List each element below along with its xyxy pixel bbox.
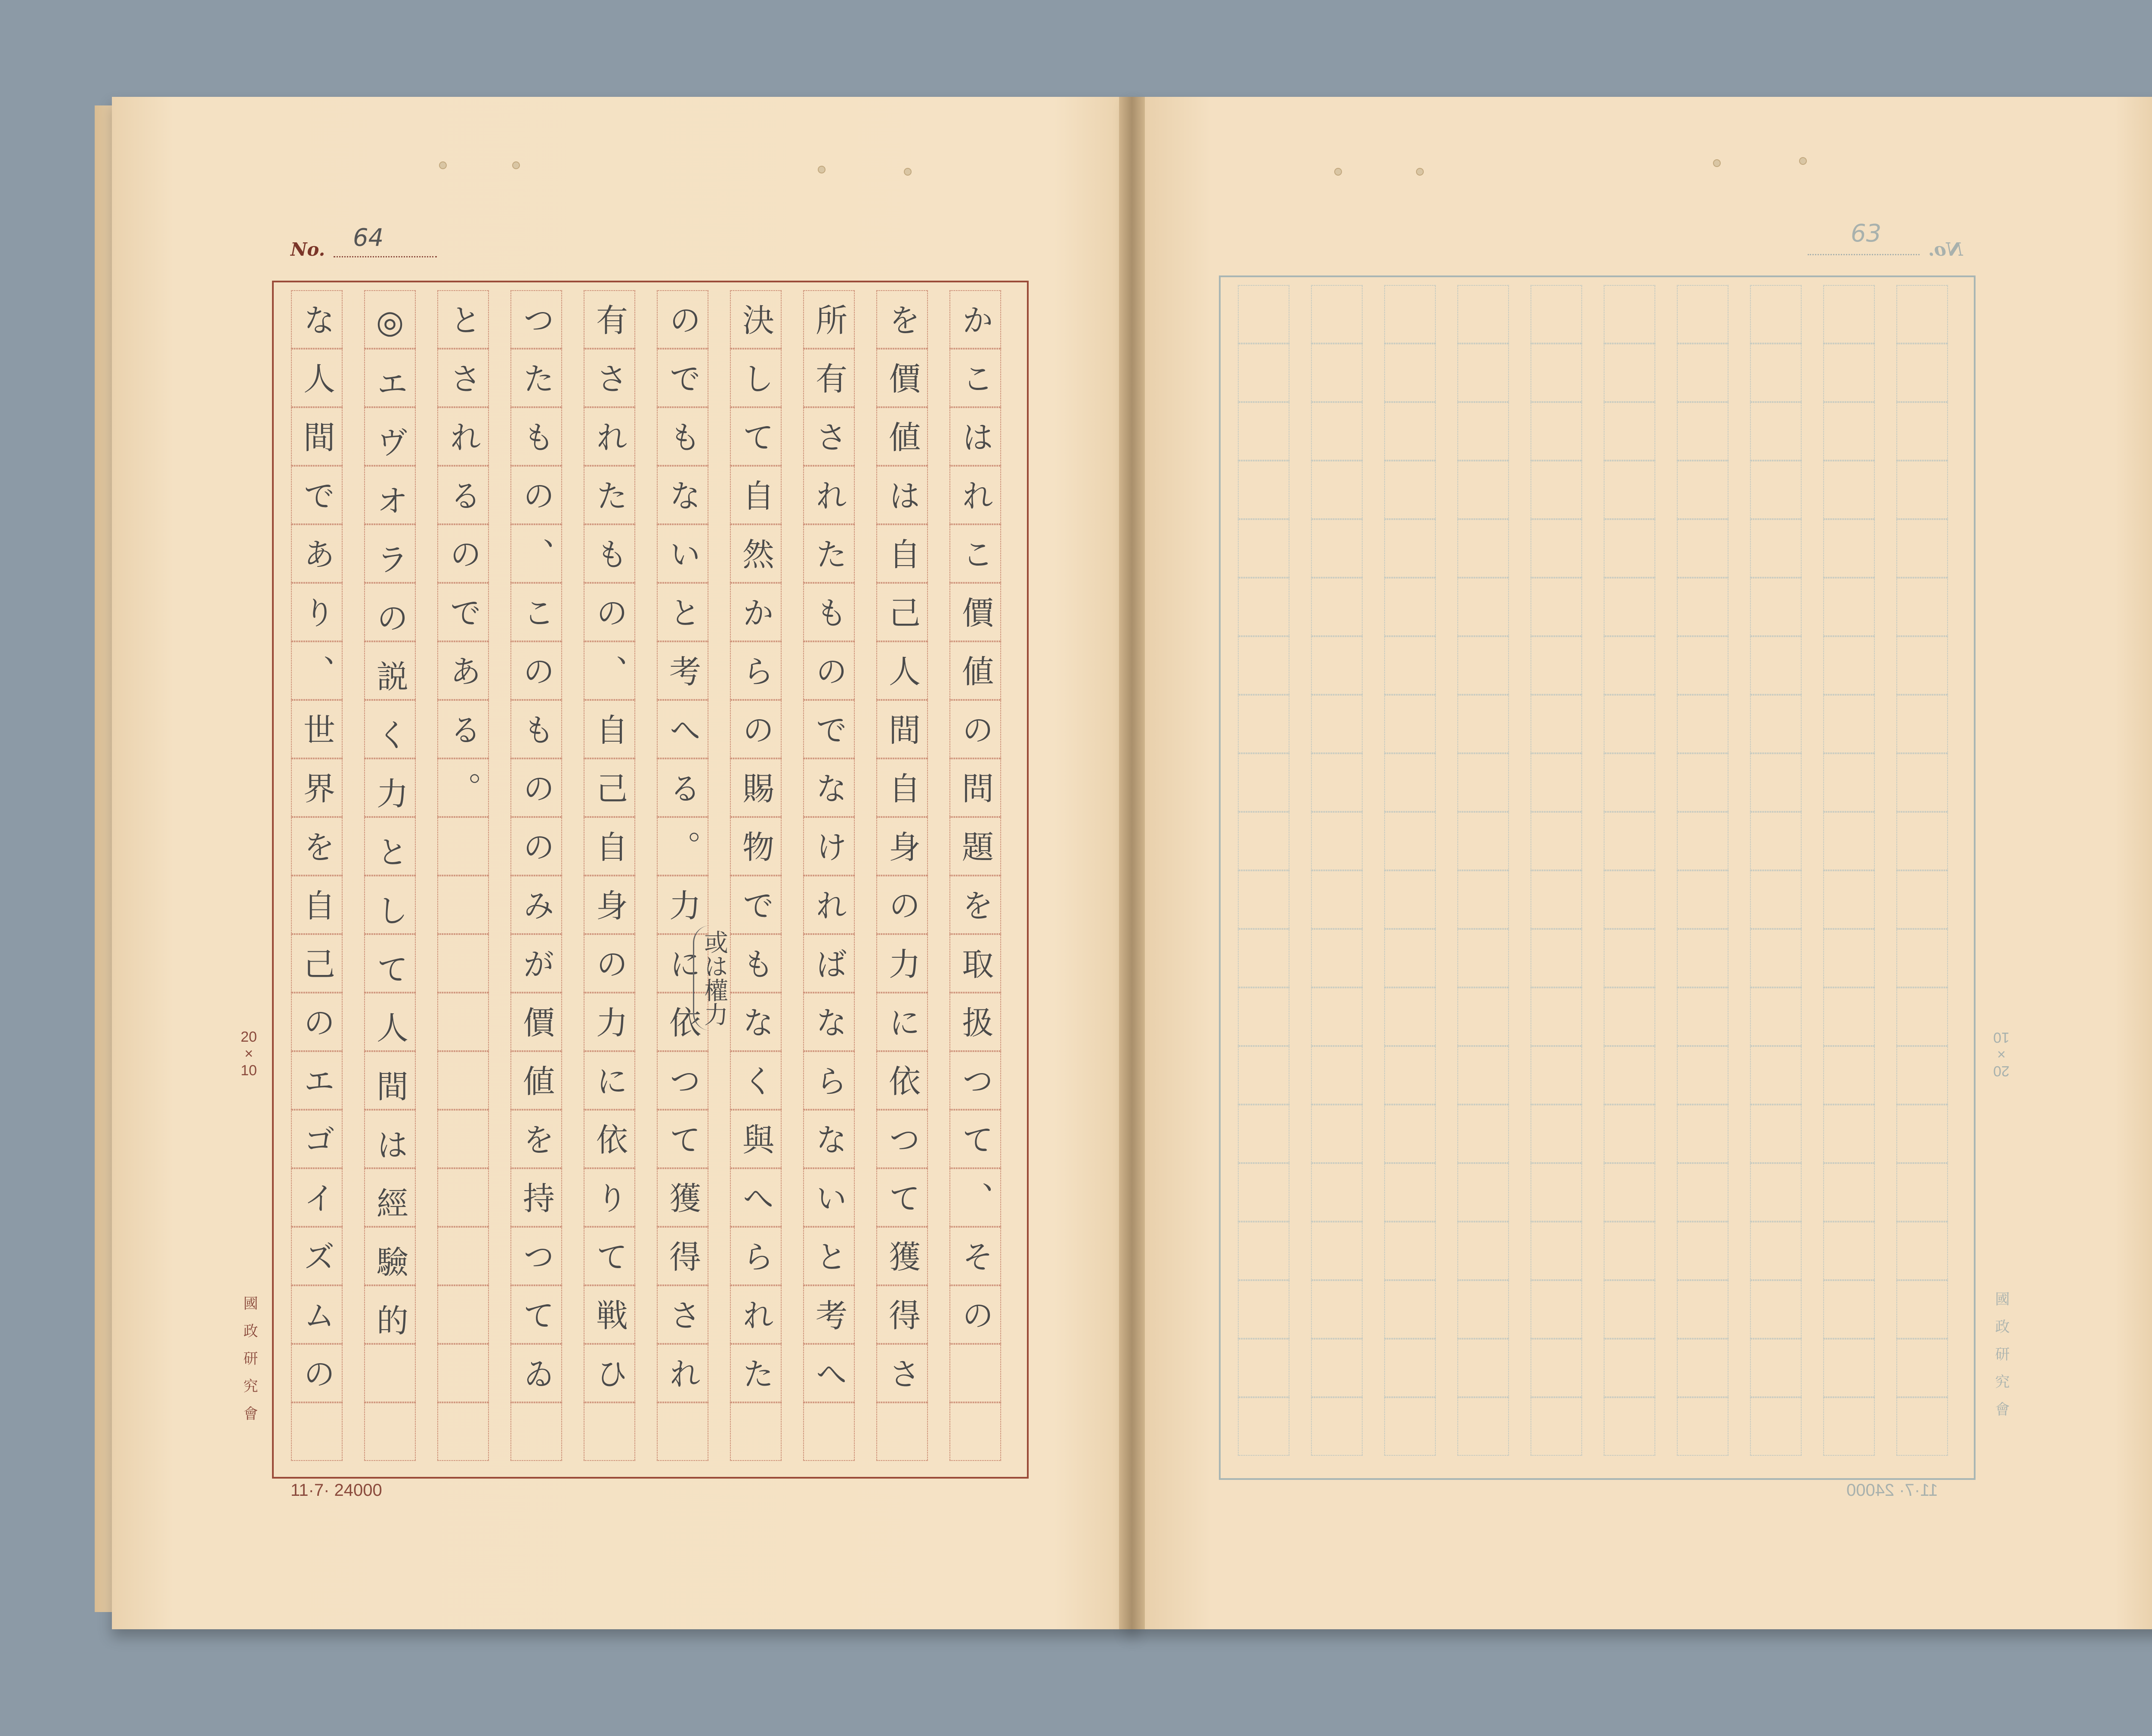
grid-cell <box>1311 461 1363 519</box>
grid-cell <box>1457 753 1509 812</box>
grid-cell <box>1896 636 1948 695</box>
grid-cell <box>1677 1397 1728 1456</box>
grid-cell <box>1896 870 1948 929</box>
grid-cell <box>1531 812 1582 870</box>
grid-cell <box>949 1402 1001 1461</box>
grid-cell <box>1823 1280 1875 1339</box>
grid-cell <box>1311 1222 1363 1280</box>
grid-cell <box>1604 461 1655 519</box>
grid-cell <box>1750 870 1802 929</box>
grid-cell <box>1238 1397 1289 1456</box>
grid-cell <box>1750 1339 1802 1397</box>
grid-cell <box>1311 1046 1363 1105</box>
grid-cell <box>1896 1046 1948 1105</box>
grid-cell <box>1604 987 1655 1046</box>
grid-cell <box>1896 695 1948 753</box>
grid-cell <box>1677 753 1728 812</box>
column-text: 有されたもの、自己自身の力に依りて戦ひ <box>591 303 628 1416</box>
grid-column <box>1677 285 1728 1456</box>
grid-cell <box>1896 987 1948 1046</box>
grid-cell <box>437 1168 489 1227</box>
grid-cell <box>1238 753 1289 812</box>
grid-cell <box>437 876 489 934</box>
grid-cell <box>1750 1046 1802 1105</box>
grid-cell <box>1384 636 1436 695</box>
grid-cell <box>1457 1280 1509 1339</box>
grid-cell <box>1677 343 1728 402</box>
grid-cell <box>1531 695 1582 753</box>
grid-cell <box>1238 636 1289 695</box>
right-publisher-label: 國政研究會 <box>1993 1291 2009 1429</box>
grid-cell <box>1238 1163 1289 1222</box>
grid-cell <box>1750 695 1802 753</box>
column-text <box>1457 285 1509 298</box>
grid-cell <box>1604 1046 1655 1105</box>
grid-cell <box>1311 1339 1363 1397</box>
grid-cell <box>1384 1046 1436 1105</box>
grid-column <box>1823 285 1875 1456</box>
grid-cell <box>1823 519 1875 578</box>
grid-cell <box>1896 1280 1948 1339</box>
grid-cell <box>1823 695 1875 753</box>
left-publisher-label: 國政研究會 <box>241 1296 257 1433</box>
grid-cell <box>1823 1046 1875 1105</box>
grid-cell <box>1311 929 1363 987</box>
grid-cell <box>1311 870 1363 929</box>
grid-cell <box>1750 1222 1802 1280</box>
column-text <box>1311 285 1363 298</box>
grid-column <box>510 290 562 1461</box>
grid-cell <box>1457 636 1509 695</box>
grid-cell <box>1896 461 1948 519</box>
left-page-number-value: 64 <box>353 224 384 252</box>
grid-cell <box>1384 519 1436 578</box>
grid-cell <box>1750 929 1802 987</box>
grid-cell <box>1750 812 1802 870</box>
grid-cell <box>1531 461 1582 519</box>
punch-mark <box>818 166 826 173</box>
grid-cell <box>1604 578 1655 636</box>
grid-cell <box>1531 987 1582 1046</box>
column-text: な人間であり、世界を自己のエゴイズムの <box>298 303 335 1416</box>
grid-cell <box>1823 1397 1875 1456</box>
grid-cell <box>1677 987 1728 1046</box>
column-text <box>1677 285 1728 298</box>
grid-cell <box>1896 519 1948 578</box>
column-text: つたもの、このもののみが價値を持つてゐ <box>518 303 555 1416</box>
grid-cell <box>1311 753 1363 812</box>
grid-cell <box>1677 519 1728 578</box>
grid-cell <box>1384 1222 1436 1280</box>
punch-mark <box>1713 159 1721 167</box>
grid-cell <box>1604 870 1655 929</box>
grid-cell <box>364 1402 416 1461</box>
grid-cell <box>1823 812 1875 870</box>
grid-cell <box>1750 402 1802 461</box>
grid-cell <box>1896 929 1948 987</box>
grid-cell <box>1384 753 1436 812</box>
grid-cell <box>1384 1397 1436 1456</box>
grid-cell <box>1384 1339 1436 1397</box>
right-page-number-value: 63 <box>1851 220 1882 248</box>
grid-cell <box>1384 695 1436 753</box>
grid-cell <box>1457 1105 1509 1163</box>
grid-cell <box>1531 578 1582 636</box>
grid-cell <box>1311 987 1363 1046</box>
grid-cell <box>437 1285 489 1344</box>
column-text <box>1823 285 1875 298</box>
grid-cell <box>1823 402 1875 461</box>
grid-cell <box>1677 1105 1728 1163</box>
grid-cell <box>1823 578 1875 636</box>
left-page-number-underline <box>334 256 437 257</box>
grid-cell <box>1823 753 1875 812</box>
grid-cell <box>1238 695 1289 753</box>
grid-cell <box>1531 753 1582 812</box>
grid-cell <box>1677 461 1728 519</box>
grid-cell <box>1604 812 1655 870</box>
column-text <box>1384 285 1436 298</box>
grid-cell <box>1823 1105 1875 1163</box>
punch-mark <box>512 161 520 169</box>
grid-cell <box>1238 343 1289 402</box>
grid-cell <box>1384 343 1436 402</box>
grid-cell <box>1677 578 1728 636</box>
grid-cell <box>1750 636 1802 695</box>
grid-cell <box>1531 1397 1582 1456</box>
punch-mark <box>1799 157 1807 165</box>
grid-cell <box>1531 1163 1582 1222</box>
grid-cell <box>1238 929 1289 987</box>
grid-cell <box>1823 987 1875 1046</box>
grid-cell <box>1896 1339 1948 1397</box>
grid-cell <box>1531 929 1582 987</box>
grid-cell <box>1896 812 1948 870</box>
grid-cell <box>1750 1280 1802 1339</box>
grid-cell <box>1677 402 1728 461</box>
grid-column <box>291 290 343 1461</box>
column-text <box>1531 285 1582 298</box>
grid-cell <box>1531 402 1582 461</box>
grid-cell <box>1823 343 1875 402</box>
book-gutter <box>1119 97 1145 1629</box>
grid-cell <box>1896 1105 1948 1163</box>
grid-cell <box>1238 519 1289 578</box>
grid-cell <box>1677 1163 1728 1222</box>
right-page-number-label: No. <box>1928 239 1963 260</box>
grid-cell <box>1238 1105 1289 1163</box>
grid-column <box>1457 285 1509 1456</box>
grid-cell <box>1823 1163 1875 1222</box>
grid-cell <box>1238 987 1289 1046</box>
grid-cell <box>1384 870 1436 929</box>
grid-cell <box>1311 695 1363 753</box>
grid-cell <box>1311 1105 1363 1163</box>
grid-cell <box>1311 1280 1363 1339</box>
left-print-code: 11·7· 24000 <box>291 1481 382 1500</box>
grid-cell <box>1531 1280 1582 1339</box>
grid-column <box>949 290 1001 1461</box>
grid-cell <box>1311 343 1363 402</box>
grid-cell <box>1238 1339 1289 1397</box>
column-text: を價値は自己人間自身の力に依つて獲得さ <box>884 303 921 1416</box>
column-text <box>1238 285 1289 298</box>
grid-column <box>1311 285 1363 1456</box>
grid-cell <box>1677 870 1728 929</box>
marginal-note: 或は權力 <box>693 925 734 1030</box>
grid-cell <box>1457 461 1509 519</box>
grid-cell <box>1750 987 1802 1046</box>
grid-cell <box>1604 1397 1655 1456</box>
grid-cell <box>1677 1280 1728 1339</box>
column-text: 決して自然からの賜物でもなく與へられた <box>737 303 774 1416</box>
grid-cell <box>1531 1046 1582 1105</box>
grid-column <box>1896 285 1948 1456</box>
column-text <box>1896 285 1948 298</box>
grid-cell <box>1677 1046 1728 1105</box>
grid-cell <box>1604 1222 1655 1280</box>
grid-cell <box>1896 578 1948 636</box>
grid-cell <box>1604 402 1655 461</box>
grid-cell <box>1384 1105 1436 1163</box>
grid-cell <box>1896 402 1948 461</box>
grid-cell <box>437 1227 489 1285</box>
grid-column <box>803 290 855 1461</box>
grid-cell <box>1677 929 1728 987</box>
grid-cell <box>1311 1163 1363 1222</box>
grid-cell <box>1823 1222 1875 1280</box>
grid-cell <box>1457 987 1509 1046</box>
grid-column <box>437 290 489 1461</box>
grid-cell <box>1311 1397 1363 1456</box>
grid-column <box>1604 285 1655 1456</box>
grid-cell <box>1531 1105 1582 1163</box>
grid-cell <box>1896 1222 1948 1280</box>
grid-cell <box>1457 1163 1509 1222</box>
grid-cell <box>1677 1339 1728 1397</box>
grid-cell <box>1457 343 1509 402</box>
column-text <box>1604 285 1655 298</box>
grid-cell <box>1457 1222 1509 1280</box>
grid-cell <box>1238 578 1289 636</box>
grid-cell <box>437 1344 489 1402</box>
grid-cell <box>1384 1280 1436 1339</box>
grid-cell <box>1531 1339 1582 1397</box>
grid-cell <box>1896 1163 1948 1222</box>
grid-cell <box>1531 870 1582 929</box>
grid-cell <box>437 1402 489 1461</box>
grid-cell <box>1238 402 1289 461</box>
left-grid-size-label: 20 × 10 <box>241 1029 257 1079</box>
grid-column <box>584 290 635 1461</box>
grid-cell <box>1604 519 1655 578</box>
grid-cell <box>1823 636 1875 695</box>
grid-column <box>364 290 416 1461</box>
grid-column <box>1750 285 1802 1456</box>
grid-cell <box>1457 402 1509 461</box>
grid-cell <box>1750 343 1802 402</box>
grid-cell <box>1531 343 1582 402</box>
grid-cell <box>1896 753 1948 812</box>
grid-cell <box>1750 519 1802 578</box>
grid-cell <box>1750 1105 1802 1163</box>
grid-cell <box>1457 1046 1509 1105</box>
column-text: 所有されたものでなければならないと考へ <box>810 303 847 1416</box>
grid-cell <box>1823 929 1875 987</box>
left-page-number-label: No. <box>291 239 325 260</box>
grid-cell <box>1384 812 1436 870</box>
grid-cell <box>1457 1339 1509 1397</box>
punch-mark <box>904 168 912 176</box>
grid-cell <box>1604 1280 1655 1339</box>
grid-cell <box>1604 753 1655 812</box>
punch-mark <box>1334 168 1342 176</box>
grid-cell <box>1604 1339 1655 1397</box>
grid-column <box>1531 285 1582 1456</box>
grid-cell <box>1238 812 1289 870</box>
grid-cell <box>1238 461 1289 519</box>
grid-cell <box>1750 461 1802 519</box>
grid-column <box>1384 285 1436 1456</box>
grid-cell <box>437 1051 489 1110</box>
grid-column <box>730 290 782 1461</box>
grid-cell <box>1531 636 1582 695</box>
grid-cell <box>1311 519 1363 578</box>
grid-cell <box>1238 1046 1289 1105</box>
grid-cell <box>437 1110 489 1168</box>
grid-cell <box>1604 1105 1655 1163</box>
grid-cell <box>1823 461 1875 519</box>
grid-cell <box>1238 1222 1289 1280</box>
column-text: ◎エヴオラの説く力として人間は經驗的 <box>371 303 408 1362</box>
grid-column <box>876 290 928 1461</box>
punch-mark <box>439 161 447 169</box>
grid-cell <box>1238 870 1289 929</box>
grid-cell <box>1677 636 1728 695</box>
grid-cell <box>1677 1222 1728 1280</box>
grid-cell <box>1384 461 1436 519</box>
grid-cell <box>1604 695 1655 753</box>
grid-cell <box>1677 812 1728 870</box>
grid-column <box>1238 285 1289 1456</box>
right-manuscript-grid <box>1219 275 1976 1480</box>
grid-cell <box>1311 812 1363 870</box>
grid-cell <box>1604 343 1655 402</box>
grid-cell <box>1750 1397 1802 1456</box>
grid-cell <box>1531 519 1582 578</box>
grid-cell <box>1750 578 1802 636</box>
right-print-code: 11·7· 24000 <box>1846 1481 1938 1500</box>
right-grid-size-label: 20 × 10 <box>1993 1029 2010 1079</box>
grid-cell <box>1750 1163 1802 1222</box>
grid-cell <box>1384 1163 1436 1222</box>
grid-cell <box>1531 1222 1582 1280</box>
grid-cell <box>1604 929 1655 987</box>
grid-cell <box>437 934 489 993</box>
grid-cell <box>1604 636 1655 695</box>
column-text <box>1750 285 1802 298</box>
grid-column <box>657 290 708 1461</box>
grid-cell <box>1384 987 1436 1046</box>
grid-cell <box>1823 870 1875 929</box>
grid-cell <box>1750 753 1802 812</box>
grid-cell <box>1238 1280 1289 1339</box>
grid-cell <box>1384 929 1436 987</box>
grid-cell <box>1604 1163 1655 1222</box>
grid-cell <box>1823 1339 1875 1397</box>
column-text: かこはれこ價値の問題を取扱つて、その <box>957 303 994 1357</box>
grid-cell <box>1457 870 1509 929</box>
grid-cell <box>1457 695 1509 753</box>
grid-cell <box>1457 812 1509 870</box>
grid-cell <box>437 993 489 1051</box>
grid-cell <box>1896 343 1948 402</box>
grid-cell <box>1311 578 1363 636</box>
left-manuscript-grid <box>272 281 1029 1479</box>
grid-cell <box>1384 402 1436 461</box>
right-page-number-underline <box>1808 254 1920 255</box>
grid-cell <box>1457 519 1509 578</box>
grid-cell <box>1457 929 1509 987</box>
grid-cell <box>1311 636 1363 695</box>
grid-cell <box>1384 578 1436 636</box>
grid-cell <box>1457 578 1509 636</box>
punch-mark <box>1416 168 1424 176</box>
column-text: とされるのである。 <box>445 303 482 830</box>
column-text: のでもないと考へる。力に依つて獲得され <box>664 303 701 1416</box>
grid-cell <box>1311 402 1363 461</box>
grid-cell <box>1677 695 1728 753</box>
grid-cell <box>1457 1397 1509 1456</box>
grid-cell <box>1896 1397 1948 1456</box>
